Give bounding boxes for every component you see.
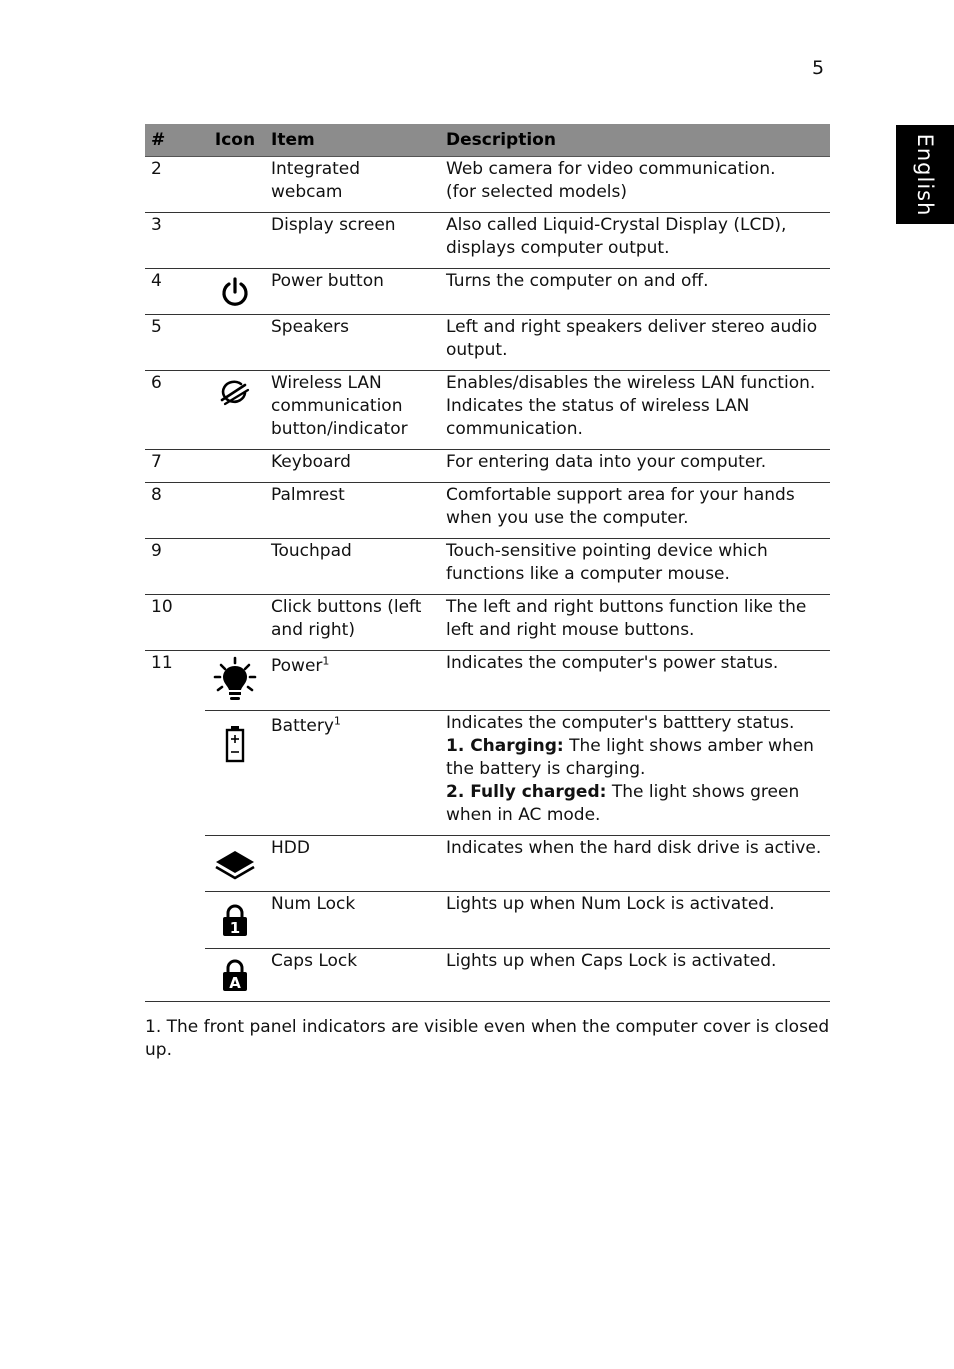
row-icon bbox=[205, 836, 265, 892]
footnote-ref: 1 bbox=[333, 714, 341, 728]
row-description bbox=[440, 157, 830, 213]
table-row bbox=[145, 213, 830, 269]
row-num: 3 bbox=[145, 213, 205, 269]
row-item: Keyboard bbox=[265, 450, 440, 483]
footnote-ref: 1 bbox=[322, 654, 330, 668]
row-icon-empty bbox=[205, 315, 265, 371]
row-num: 10 bbox=[145, 595, 205, 651]
row-num: 8 bbox=[145, 483, 205, 539]
row-icon-empty bbox=[205, 450, 265, 483]
row-icon bbox=[205, 711, 265, 836]
components-table-wrapper bbox=[145, 124, 830, 1002]
charging-label: 1. Charging: bbox=[446, 736, 564, 756]
row-item: Display screen bbox=[265, 213, 440, 269]
row-description: Lights up when Caps Lock is activated. bbox=[440, 949, 830, 1002]
row-description: Lights up when Num Lock is activated. bbox=[440, 892, 830, 949]
caps-lock-icon bbox=[221, 958, 249, 992]
num-lock-icon bbox=[221, 903, 249, 937]
table-row bbox=[145, 892, 830, 949]
row-num: 7 bbox=[145, 450, 205, 483]
table-row bbox=[145, 450, 830, 483]
table-row bbox=[145, 483, 830, 539]
charged-label: 2. Fully charged: bbox=[446, 782, 607, 802]
row-num: 6 bbox=[145, 371, 205, 450]
row-icon-empty bbox=[205, 483, 265, 539]
language-tab-label: English bbox=[913, 133, 937, 216]
row-icon-empty bbox=[205, 157, 265, 213]
battery-icon bbox=[225, 725, 245, 763]
description-line: (for selected models) bbox=[446, 182, 627, 202]
table-row bbox=[145, 949, 830, 1002]
row-icon bbox=[205, 371, 265, 450]
row-icon-empty bbox=[205, 595, 265, 651]
table-row bbox=[145, 157, 830, 213]
caps-lock-glyph: A bbox=[229, 974, 241, 992]
table-row bbox=[145, 539, 830, 595]
row-description: Also called Liquid-Crystal Display (LCD), displays computer output. bbox=[440, 213, 830, 269]
row-item: Num Lock bbox=[265, 892, 440, 949]
header-description: Description bbox=[440, 124, 830, 157]
table-row bbox=[145, 836, 830, 892]
description-line: Web camera for video communication. bbox=[446, 159, 776, 179]
charging-text: The light shows amber when the battery is charging. bbox=[446, 736, 814, 779]
row-description: For entering data into your computer. bbox=[440, 450, 830, 483]
row-item bbox=[265, 651, 440, 711]
item-battery-label: Battery bbox=[271, 716, 334, 736]
header-item: Item bbox=[265, 124, 440, 157]
row-description: Comfortable support area for your hands when you use the computer. bbox=[440, 483, 830, 539]
table-row bbox=[145, 595, 830, 651]
row-num: 9 bbox=[145, 539, 205, 595]
row-icon bbox=[205, 651, 265, 711]
row-description: Turns the computer on and off. bbox=[440, 269, 830, 315]
table-row bbox=[145, 315, 830, 371]
description-line bbox=[446, 735, 824, 781]
power-icon bbox=[220, 276, 250, 308]
row-icon-empty bbox=[205, 539, 265, 595]
num-lock-glyph: 1 bbox=[229, 919, 241, 937]
row-item: Power button bbox=[265, 269, 440, 315]
row-description: Indicates the computer's power status. bbox=[440, 651, 830, 711]
row-num: 11 bbox=[145, 651, 205, 1002]
table-row bbox=[145, 651, 830, 711]
row-item: Speakers bbox=[265, 315, 440, 371]
row-icon bbox=[205, 269, 265, 315]
table-row bbox=[145, 371, 830, 450]
description-line: Indicates the computer's batttery status. bbox=[446, 713, 795, 733]
row-description: Left and right speakers deliver stereo audio output. bbox=[440, 315, 830, 371]
row-item bbox=[265, 711, 440, 836]
row-num: 2 bbox=[145, 157, 205, 213]
footnote: 1. The front panel indicators are visible even when the computer cover is closed up. bbox=[145, 1017, 830, 1060]
hdd-icon bbox=[214, 846, 256, 882]
components-table bbox=[145, 124, 830, 1002]
row-item: Palmrest bbox=[265, 483, 440, 539]
language-tab bbox=[896, 125, 954, 224]
row-description: The left and right buttons function like the left and right mouse buttons. bbox=[440, 595, 830, 651]
row-description bbox=[440, 711, 830, 836]
row-icon bbox=[205, 949, 265, 1002]
item-power-label: Power bbox=[271, 656, 323, 676]
table-header-row bbox=[145, 124, 830, 157]
description-line bbox=[446, 781, 824, 827]
row-item: Wireless LAN communication button/indicator bbox=[265, 371, 440, 450]
power-light-icon bbox=[213, 656, 257, 706]
row-num: 5 bbox=[145, 315, 205, 371]
row-num: 4 bbox=[145, 269, 205, 315]
row-item: Integrated webcam bbox=[265, 157, 440, 213]
row-item: Touchpad bbox=[265, 539, 440, 595]
row-item: Caps Lock bbox=[265, 949, 440, 1002]
row-description: Touch-sensitive pointing device which functions like a computer mouse. bbox=[440, 539, 830, 595]
row-description: Indicates when the hard disk drive is active. bbox=[440, 836, 830, 892]
row-icon-empty bbox=[205, 213, 265, 269]
page-number: 5 bbox=[812, 57, 825, 79]
wireless-lan-icon bbox=[219, 379, 251, 409]
row-icon bbox=[205, 892, 265, 949]
charged-text: The light shows green when in AC mode. bbox=[446, 782, 800, 825]
header-icon: Icon bbox=[205, 124, 265, 157]
table-row bbox=[145, 711, 830, 836]
header-num: # bbox=[145, 124, 205, 157]
row-item: Click buttons (left and right) bbox=[265, 595, 440, 651]
row-description: Enables/disables the wireless LAN function. Indicates the status of wireless LAN communication. bbox=[440, 371, 830, 450]
table-row bbox=[145, 269, 830, 315]
row-item: HDD bbox=[265, 836, 440, 892]
